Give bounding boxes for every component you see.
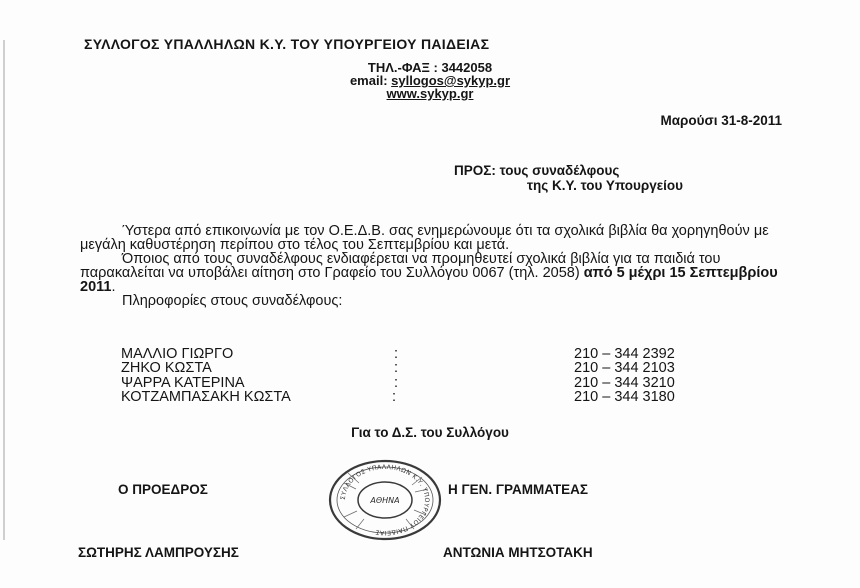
contact-phone: 210 – 344 2103 bbox=[574, 360, 675, 377]
contact-name: ΨΑΡΡΑ ΚΑΤΕΡΙΝΑ bbox=[121, 374, 245, 391]
contact-name: ΖΗΚΟ ΚΩΣΤΑ bbox=[121, 360, 212, 377]
contact-row bbox=[121, 361, 675, 375]
contact-name: ΜΑΛΛΙΟ ΓΙΩΡΓΟ bbox=[121, 346, 234, 362]
paragraph-1: Ύστερα από επικοινωνία με τον Ο.Ε.Δ.Β. σας ενημερώνουμε ότι τα σχολικά βιβλία θα χορηγηθούν με μεγάλη καθυστέρηση περίπου στο τέλος του Σεπτεμβρίου και μετά. bbox=[80, 223, 769, 253]
contact-row bbox=[121, 390, 675, 404]
deadline-dates: από 5 μέχρι 15 Σεπτεμβρίου 2011 bbox=[80, 265, 778, 295]
email-label: email: bbox=[349, 73, 388, 88]
contact-name: ΚΟΤΖΑΜΠΑΣΑΚΗ ΚΩΣΤΑ bbox=[121, 388, 291, 405]
president-title: Ο ΠΡΟΕΔΡΟΣ bbox=[118, 482, 208, 497]
phone-fax-line: ΤΗΛ.-ΦΑΞ : 3442058 bbox=[367, 60, 493, 75]
contact-separator: : bbox=[394, 346, 399, 362]
paragraph-2 bbox=[80, 252, 780, 294]
secretary-name: ΑΝΤΩΝΙΑ ΜΗΤΣΟΤΑΚΗ bbox=[443, 545, 593, 560]
seal-center-text: ΑΘΗΝΑ bbox=[370, 496, 400, 505]
contact-phone: 210 – 344 3180 bbox=[574, 388, 675, 405]
email-link[interactable]: syllogos@sykyp.gr bbox=[391, 73, 511, 88]
contact-row bbox=[121, 376, 675, 390]
paragraph-2-text: Όποιος από τους συναδέλφους ενδιαφέρεται να προμηθευτεί σχολικά βιβλία για τα παιδιά του παρακαλείται να υποβάλει αίτηση στο Γραφείο του Συλλόγου 0067 (τηλ. 2058) bbox=[80, 251, 721, 281]
scan-edge-line bbox=[3, 40, 5, 540]
contact-separator: : bbox=[392, 388, 397, 405]
recipient-line-1: ΠΡΟΣ: τους συναδέλφους bbox=[454, 163, 620, 178]
seal-ring-text: ΣΥΛΛΟΓΟΣ ΥΠΑΛΛΗΛΩΝ Κ.Υ. ΥΠΟΥΡΓΕΙΟΥ ΠΑΙΔΕΙΑΣ bbox=[339, 463, 431, 537]
contact-list bbox=[121, 347, 675, 404]
letter-body bbox=[80, 224, 780, 308]
association-seal-stamp bbox=[326, 459, 444, 541]
website-link[interactable]: www.sykyp.gr bbox=[386, 86, 474, 101]
organization-name: ΣΥΛΛΟΓΟΣ ΥΠΑΛΛΗΛΩΝ Κ.Υ. ΤΟΥ ΥΠΟΥΡΓΕΙΟΥ ΠΑΙΔΕΙΑΣ bbox=[84, 36, 490, 52]
contact-separator: : bbox=[394, 360, 399, 377]
contact-separator: : bbox=[394, 374, 399, 391]
contact-row bbox=[121, 347, 675, 361]
website-line bbox=[0, 86, 860, 101]
paragraph-2-end: . bbox=[111, 279, 116, 295]
contact-phone: 210 – 344 3210 bbox=[574, 374, 675, 391]
letter-date: Μαρούσι 31-8-2011 bbox=[660, 113, 782, 128]
recipient-line-2: της Κ.Υ. του Υπουργείου bbox=[527, 178, 684, 193]
contact-phone: 210 – 344 2392 bbox=[574, 346, 675, 362]
president-name: ΣΩΤΗΡΗΣ ΛΑΜΠΡΟΥΣΗΣ bbox=[78, 545, 239, 560]
secretary-title: Η ΓΕΝ. ΓΡΑΜΜΑΤΕΑΣ bbox=[448, 482, 588, 497]
info-intro: Πληροφορίες στους συναδέλφους: bbox=[122, 293, 343, 309]
board-signoff: Για το Δ.Σ. του Συλλόγου bbox=[351, 425, 509, 440]
